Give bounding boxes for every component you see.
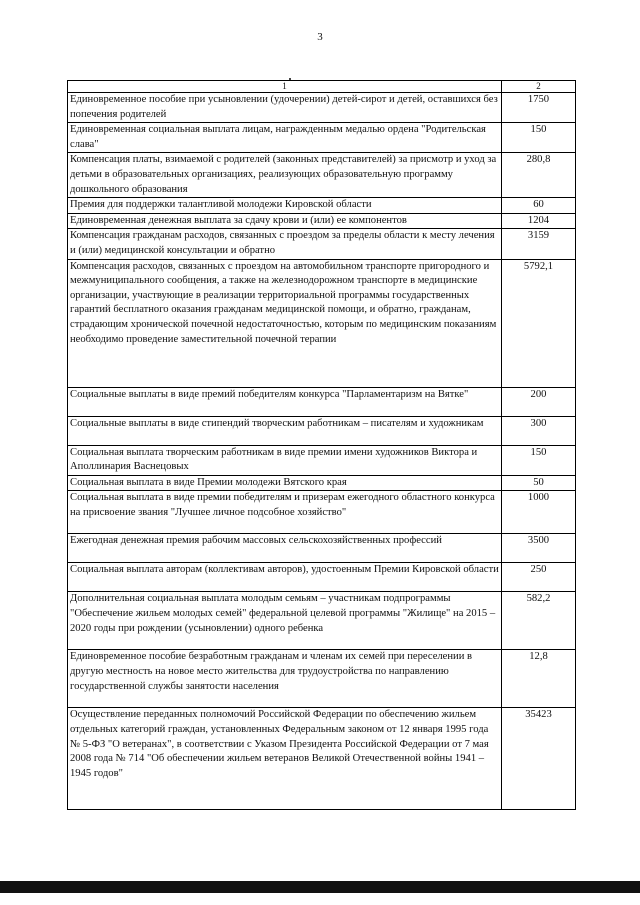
row-label: Социальные выплаты в виде премий победителям конкурса "Парламентаризм на Вятке" [68,387,502,416]
table-row [68,229,576,259]
column-header-1: 1 [68,81,502,93]
row-value: 300 [502,416,576,445]
column-header-2: 2 [502,81,576,93]
row-value: 1000 [502,491,576,534]
row-value: 150 [502,123,576,153]
page-number: 3 [317,31,323,43]
row-label: Компенсация гражданам расходов, связанных с проездом за пределы области к месту лечения и (или) медицинской консультации и обратно [68,229,502,259]
row-label: Единовременное пособие при усыновлении (удочерении) детей-сирот и детей, оставшихся без попечения родителей [68,93,502,123]
table-row [68,592,576,650]
row-label: Компенсация платы, взимаемой с родителей (законных представителей) за присмотр и уход за детьми в образовательных организациях, реализующих образовательную программу дошкольного образования [68,153,502,198]
table-row [68,259,576,387]
row-label: Премия для поддержки талантливой молодежи Кировской области [68,198,502,214]
table-row [68,491,576,534]
table-row [68,708,576,810]
row-label: Социальная выплата авторам (коллективам авторов), удостоенным Премии Кировской области [68,563,502,592]
table-header-row [68,81,576,93]
row-label: Социальные выплаты в виде стипендий творческим работникам – писателям и художникам [68,416,502,445]
row-label: Дополнительная социальная выплата молодым семьям – участникам подпрограммы "Обеспечение жильем молодых семей" федеральной целевой программы "Жилище" на 2015 – 2020 годы при рождении (усыновлении) одного ребенка [68,592,502,650]
row-value: 1750 [502,93,576,123]
row-value: 1204 [502,213,576,229]
row-label: Ежегодная денежная премия рабочим массовых сельскохозяйственных профессий [68,534,502,563]
budget-table [67,80,576,810]
row-value: 35423 [502,708,576,810]
row-value: 150 [502,445,576,475]
row-label: Единовременная социальная выплата лицам, награжденным медалью ордена "Родительская слава" [68,123,502,153]
table-row [68,93,576,123]
row-value: 3159 [502,229,576,259]
table-row [68,387,576,416]
scan-bottom-edge [0,881,640,893]
row-label: Единовременная денежная выплата за сдачу крови и (или) ее компонентов [68,213,502,229]
row-label: Социальная выплата в виде премии победителям и призерам ежегодного областного конкурса на присвоение звания "Лучшее личное подсобное хозяйство" [68,491,502,534]
table-row [68,475,576,491]
row-value: 50 [502,475,576,491]
row-value: 3500 [502,534,576,563]
row-label: Осуществление переданных полномочий Российской Федерации по обеспечению жильем отдельных категорий граждан, установленных Федеральным законом от 12 января 1995 года № 5-ФЗ "О ветеранах", в соответствии с Указом Президента Российской Федерации от 7 мая 2008 года № 714 "Об обеспечении жильем ветеранов Великой Отечественной войны 1941 – 1945 годов" [68,708,502,810]
table-row [68,445,576,475]
table-row [68,534,576,563]
table-row [68,198,576,214]
row-label: Компенсация расходов, связанных с проездом на автомобильном транспорте пригородного и межмуниципального сообщения, а также на железнодорожном транспорте в медицинские организации, участвующие в реализации территориальной программы государственных гарантий бесплатного оказания гражданам медицинской помощи, и обратно, гражданам, страдающим хронической почечной недостаточностью, которым по медицинским показаниям необходимо проведение заместительной почечной терапии [68,259,502,387]
table-row [68,123,576,153]
table-row [68,153,576,198]
row-label: Социальная выплата творческим работникам в виде премии имени художников Виктора и Аполлинария Васнецовых [68,445,502,475]
row-value: 12,8 [502,650,576,708]
row-value: 60 [502,198,576,214]
table-row [68,416,576,445]
table-row [68,650,576,708]
row-label: Социальная выплата в виде Премии молодежи Вятского края [68,475,502,491]
row-label: Единовременное пособие безработным гражданам и членам их семей при переселении в другую местность на новое место жительства для трудоустройства по направлению государственной службы занятости населения [68,650,502,708]
row-value: 582,2 [502,592,576,650]
row-value: 200 [502,387,576,416]
table-row [68,563,576,592]
row-value: 5792,1 [502,259,576,387]
row-value: 280,8 [502,153,576,198]
row-value: 250 [502,563,576,592]
table-row [68,213,576,229]
